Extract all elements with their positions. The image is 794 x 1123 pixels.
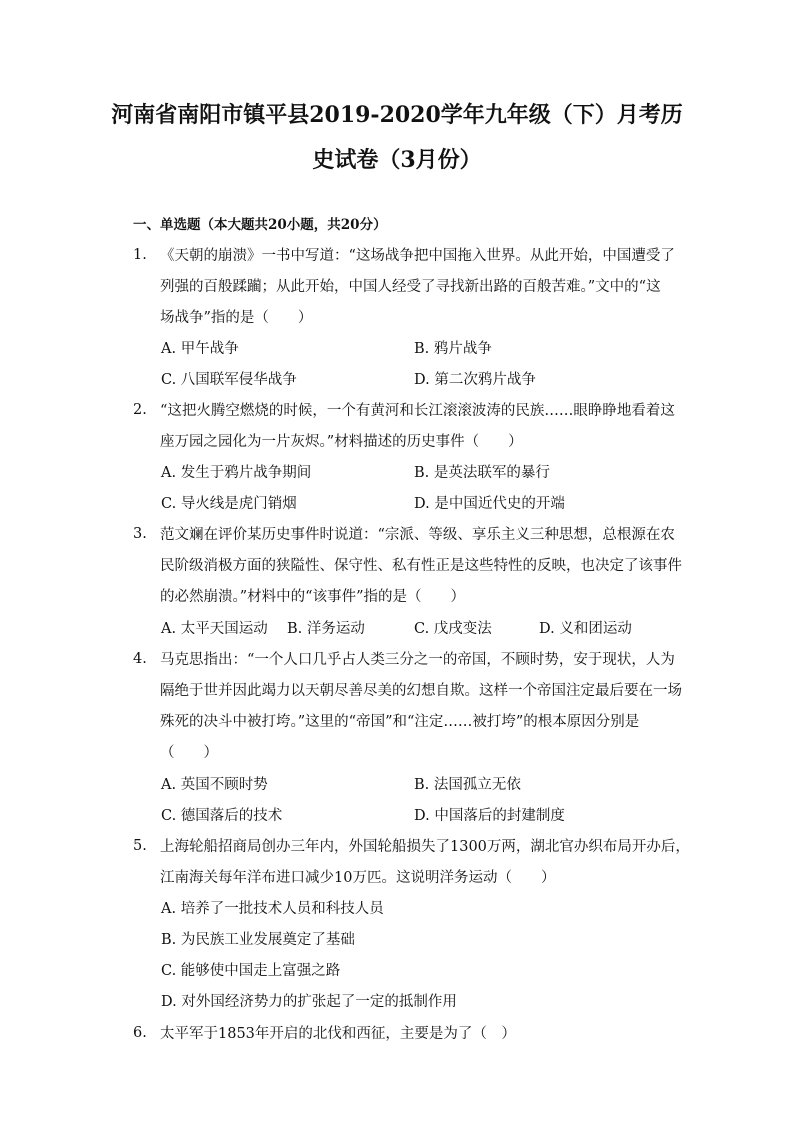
option-a: A. 培养了一批技术人员和科技人员 [161,901,384,917]
question-text-line: （ ） [160,745,218,761]
option-d: D. 中国落后的封建制度 [414,808,565,824]
option-d: D. 义和团运动 [539,621,632,637]
question-text-line: 场战争”指的是（ ） [160,310,313,326]
question-text-line: 江南海关每年洋布进口减少10万匹。这说明洋务运动（ ） [160,870,556,886]
option-d: D. 是中国近代史的开端 [414,496,565,512]
exam-title-line2: 史试卷（3月份） [312,147,482,173]
option-d: D. 第二次鸦片战争 [414,372,536,388]
question-text-line: 殊死的决斗中被打垮。”这里的“帝国”和“注定……被打垮”的根本原因分别是 [160,714,640,730]
option-c: C. 导火线是虎门销烟 [161,496,297,512]
option-b: B. 鸦片战争 [414,341,492,357]
question-number: 3. [133,526,147,542]
question-number: 2. [133,402,147,418]
section-heading: 一、单选题（本大题共20小题，共20分） [133,217,387,233]
option-a: A. 太平天国运动 [161,621,268,637]
option-d: D. 对外国经济势力的扩张起了一定的抵制作用 [161,994,457,1010]
option-b: B. 是英法联军的暴行 [414,465,550,481]
option-a: A. 英国不顾时势 [161,777,268,793]
question-text-line: 范文斓在评价某历史事件时说道：“宗派、等级、享乐主义三种思想，总根源在农 [160,527,675,543]
option-a: A. 发生于鸦片战争期间 [161,465,312,481]
question-text-line: “这把火腾空燃烧的时候，一个有黄河和长江滚滚波涛的民族……眼睁睁地看着这 [160,403,675,419]
question-text-line: 座万园之园化为一片灰烬。”材料描述的历史事件（ ） [160,434,523,450]
option-c: C. 能够使中国走上富强之路 [161,963,341,979]
question-number: 4. [133,651,147,667]
option-c: C. 德国落后的技术 [161,808,283,824]
question-number: 1. [133,247,147,263]
question-text-line: 太平军于1853年开启的北伐和西征，主要是为了（ ） [160,1026,516,1042]
option-c: C. 八国联军侵华战争 [161,372,297,388]
question-text-line: 上海轮船招商局创办三年内，外国轮船损失了1300万两，湖北官办织布局开办后， [160,839,690,855]
question-number: 5. [133,838,147,854]
option-c: C. 戊戌变法 [414,621,492,637]
question-text-line: 《天朝的崩溃》一书中写道：“这场战争把中国拖入世界。从此开始，中国遭受了 [160,248,675,264]
question-text-line: 列强的百般蹂躏；从此开始，中国人经受了寻找新出路的百般苦难。”文中的“这 [160,279,661,295]
option-b: B. 为民族工业发展奠定了基础 [161,932,355,948]
question-text-line: 隔绝于世并因此竭力以天朝尽善尽美的幻想自欺。这样一个帝国注定最后要在一场 [160,683,682,699]
question-text-line: 的必然崩溃。”材料中的“该事件”指的是（ ） [160,589,465,605]
exam-title-line1: 河南省南阳市镇平县2019-2020学年九年级（下）月考历 [111,102,683,128]
option-b: B. 洋务运动 [287,621,365,637]
question-text-line: 马克思指出：“一个人口几乎占人类三分之一的帝国，不顾时势，安于现状，人为 [160,652,675,668]
option-b: B. 法国孤立无依 [414,777,521,793]
question-text-line: 民阶级消极方面的狭隘性、保守性、私有性正是这些特性的反映，也决定了该事件 [160,558,682,574]
question-number: 6. [133,1025,147,1041]
option-a: A. 甲午战争 [161,341,239,357]
